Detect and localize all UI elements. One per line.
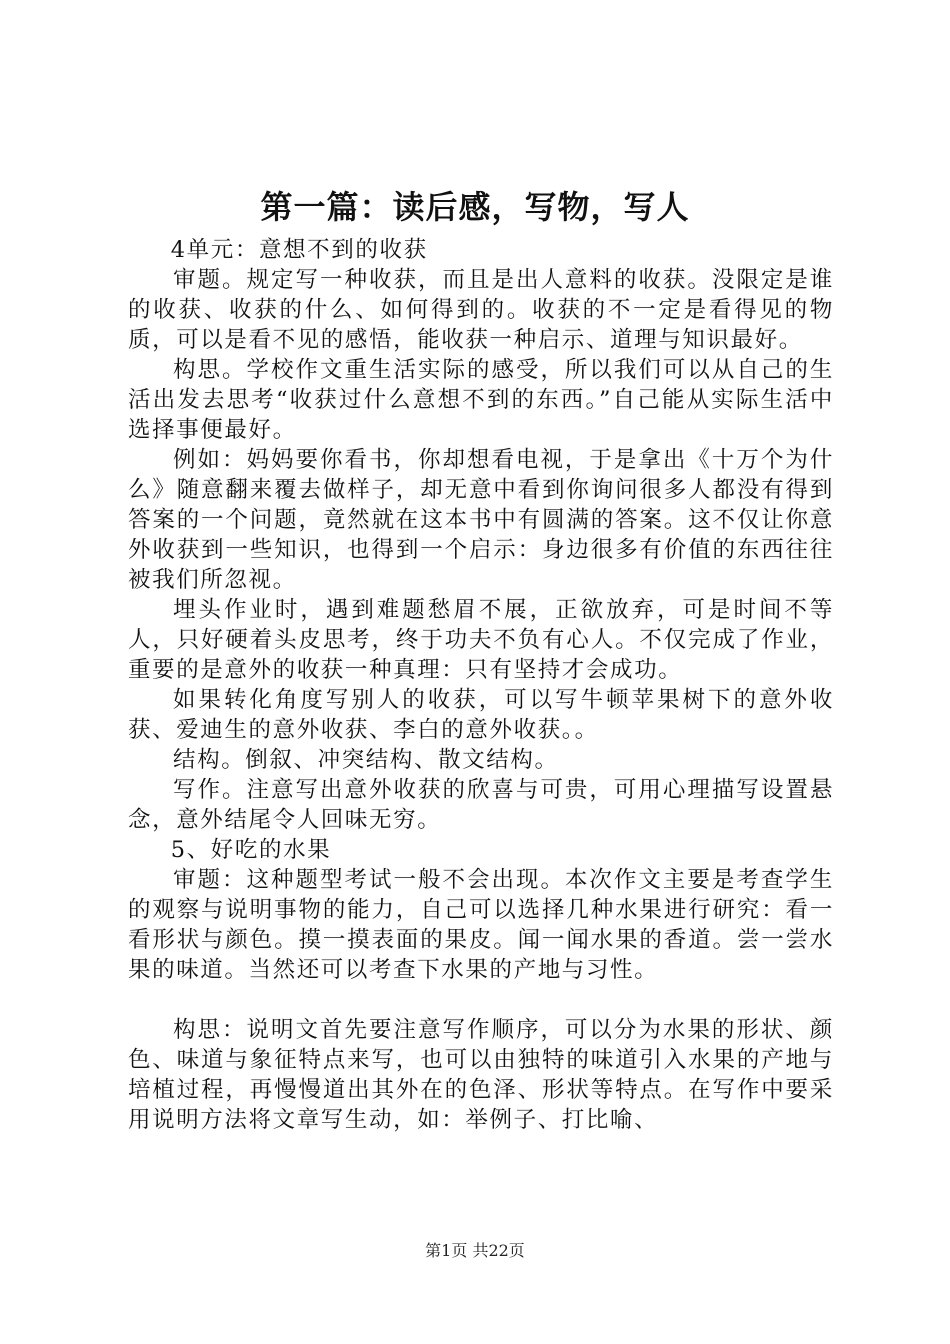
paragraph: 构思。学校作文重生活实际的感受，所以我们可以从自己的生活出发去思考“收获过什么意想不到的东西。”自己能从实际生活中选择事便最好。 [128, 357, 834, 443]
paragraph: 审题：这种题型考试一般不会出现。本次作文主要是考查学生的观察与说明事物的能力，自己可以选择几种水果进行研究：看一看形状与颜色。摸一摸表面的果皮。闻一闻水果的香道。尝一尝水果的味道。当然还可以考查下水果的产地与习性。 [128, 867, 834, 983]
section-heading: 4单元：意想不到的收获 [170, 237, 428, 263]
document-body [128, 235, 834, 1135]
paragraph: 埋头作业时，遇到难题愁眉不展，正欲放弃，可是时间不等人，只好硬着头皮思考，终于功夫不负有心人。不仅完成了作业，重要的是意外的收获一种真理：只有坚持才会成功。 [128, 597, 834, 683]
paragraph: 构思：说明文首先要注意写作顺序，可以分为水果的形状、颜色、味道与象征特点来写，也可以由独特的味道引入水果的产地与培植过程，再慢慢道出其外在的色泽、形状等特点。在写作中要采用说明方法将文章写生动，如：举例子、打比喻、 [128, 1017, 834, 1133]
paragraph: 审题。规定写一种收获，而且是出人意料的收获。没限定是谁的收获、收获的什么、如何得到的。收获的不一定是看得见的物质，可以是看不见的感悟，能收获一种启示、道理与知识最好。 [128, 267, 834, 353]
document-title: 第一篇：读后感，写物，写人 [260, 188, 690, 226]
section-heading: 5、好吃的水果 [170, 837, 332, 863]
paragraph: 结构。倒叙、冲突结构、散文结构。 [173, 747, 559, 773]
paragraph: 如果转化角度写别人的收获，可以写牛顿苹果树下的意外收获、爱迪生的意外收获、李白的意外收获。。 [128, 687, 834, 743]
paragraph: 例如：妈妈要你看书，你却想看电视，于是拿出《十万个为什么》随意翻来覆去做样子，却无意中看到你询问很多人都没有得到答案的一个问题，竟然就在这本书中有圆满的答案。这不仅让你意外收获到一些知识，也得到一个启示：身边很多有价值的东西往往被我们所忽视。 [128, 447, 834, 593]
page-footer: 第1页 共22页 [425, 1241, 525, 1260]
blank-line [128, 985, 834, 1015]
paragraph: 写作。注意写出意外收获的欣喜与可贵，可用心理描写设置悬念，意外结尾令人回味无穷。 [128, 777, 834, 833]
